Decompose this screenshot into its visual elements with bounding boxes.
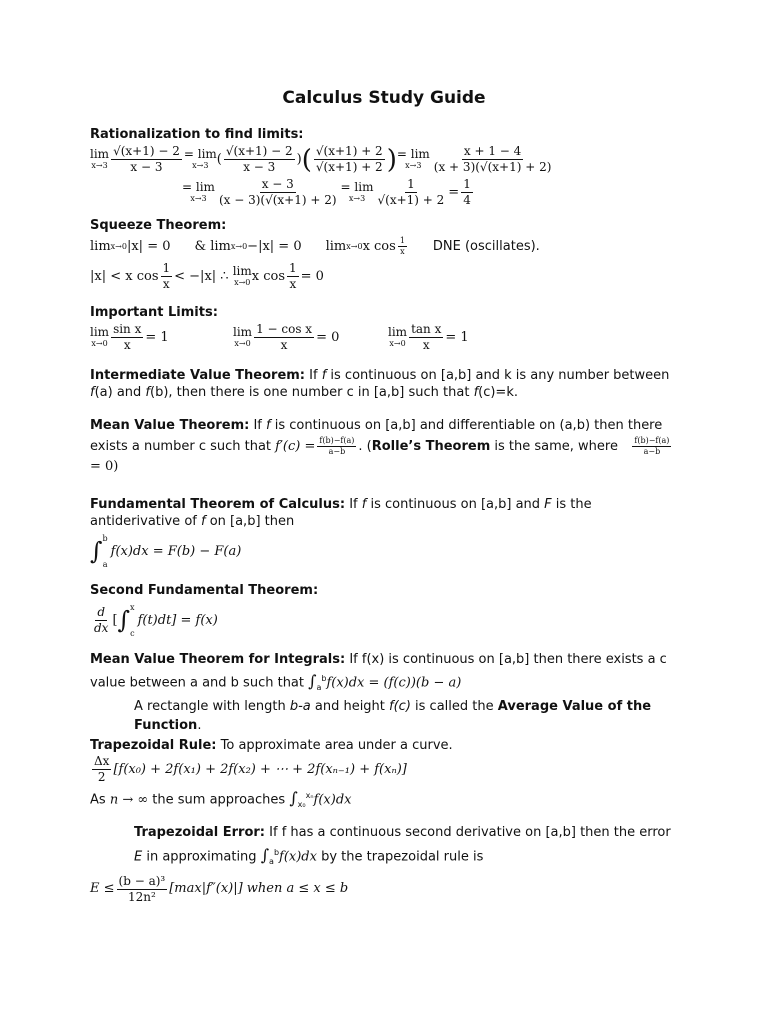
important-limits-heading: Important Limits: xyxy=(90,305,218,320)
ftc-heading: Fundamental Theorem of Calculus: xyxy=(90,497,346,512)
mvti-heading: Mean Value Theorem for Integrals: xyxy=(90,652,346,667)
page-title: Calculus Study Guide xyxy=(282,88,486,108)
limit-cos: lim x→0 $\frac{\text{1 − cos x}}{x}$ = 0 xyxy=(233,322,340,352)
trapezoidal-error-text: Trapezoidal Error: If f has a continuous second derivative on [a,b] then the error E in approximating $\int_a^bf(x)dx$ by the trapezoidal rule is xyxy=(134,825,671,866)
limit-operator: lim x→3 xyxy=(90,146,110,170)
mvti-average-text: A rectangle with length b-a and height f(c) is called the Average Value of the Function. xyxy=(134,698,652,733)
trapezoidal-section: Trapezoidal Rule: To approximate area under a curve. $\frac{\Delta x}{2}$ [f(x₀) + 2f(x₁) + 2f(x₂) + ⋯ + 2f(xₙ₋₁) + f(xₙ)] As n → ∞ the sum approaches $\int_{x_0}^{x_n}f(x)dx$ xyxy=(90,737,680,813)
important-limits-section xyxy=(90,304,680,353)
important-limits-row xyxy=(90,322,680,353)
fraction: $\frac{1}{x}$ xyxy=(289,261,297,291)
trapezoidal-error-section xyxy=(90,823,680,905)
ivt-section: Intermediate Value Theorem: If f is continuous on [a,b] and k is any number between f(a) and f(b), then there is one number c in [a,b] such that f(c)=k. xyxy=(90,368,670,400)
sftc-section xyxy=(90,582,680,640)
sftc-heading: Second Fundamental Theorem: xyxy=(90,583,319,598)
limit-operator: lim x→0 xyxy=(232,263,252,287)
trapezoidal-heading: Trapezoidal Rule: xyxy=(90,738,217,753)
fraction: $\frac{1}{4}$ xyxy=(463,177,471,207)
trapezoidal-formula: $\frac{\Delta x}{2}$ [f(x₀) + 2f(x₁) + 2f(x₂) + ⋯ + 2f(xₙ₋₁) + f(xₙ)] xyxy=(94,754,407,784)
limit-tan: lim x→0 $\frac{\text{tan x}}{x}$ = 1 xyxy=(388,322,469,352)
mvti-section: Mean Value Theorem for Integrals: If f(x) is continuous on [a,b] then there exists a c value between a and b such that $\int_a^bf(x)dx = (f(c))(b - a)$ A rectangle with length b-a and height f(c) is called the Average Value of the Function. xyxy=(90,650,680,735)
limit-operator: = lim x→3 xyxy=(340,179,374,203)
fraction: $\frac{x + 1 - 4}{(x + 3)(√(x+1) + 2)}$ xyxy=(433,144,552,174)
limit-operator: = lim x→3 xyxy=(183,146,217,170)
ivt-heading: Intermediate Value Theorem: xyxy=(90,368,306,383)
mvt-heading: Mean Value Theorem: xyxy=(90,418,250,433)
fraction: $\frac{√(x+1) + 2}{√(x+1) + 2}$ xyxy=(315,144,383,174)
squeeze-section xyxy=(90,217,680,292)
rationalization-heading: Rationalization to find limits: xyxy=(90,127,304,142)
fraction: $\frac{1}{√(x+1) + 2}$ xyxy=(377,177,445,207)
rationalization-section xyxy=(90,126,680,208)
limit-sin: lim x→0 $\frac{\text{sin x}}{x}$ = 1 xyxy=(90,322,169,352)
trapezoidal-limit-text: As n → ∞ the sum approaches $\int_{x_0}^{x_n}f(x)dx$ xyxy=(90,788,352,809)
trapezoidal-error-heading: Trapezoidal Error: xyxy=(134,825,266,840)
rationalization-line-1: lim x→3 $\frac{√(x+1) - 2}{x - 3}$ = lim x→3 ( $\frac{√(x+1) - 2}{x - 3}$ ) ( $\frac{√(x+1) + 2}{√(x+1) + 2}$ ) = lim x→3 $\frac{x + 1 - 4}{(x + 3)(√(x+1) + 2)}$ xyxy=(90,144,552,175)
ftc-section: Fundamental Theorem of Calculus: If f is continuous on [a,b] and F is the antiderivative of f on [a,b] then ∫ b a f(x)dx = F(b) − F(a) xyxy=(90,496,680,571)
fraction: $\frac{√(x+1) - 2}{x - 3}$ xyxy=(225,144,293,174)
fraction: $\frac{1}{x}$ xyxy=(162,261,171,291)
ftc-formula: ∫ b a f(x)dx = F(b) − F(a) xyxy=(90,534,242,569)
limit-operator: = lim x→3 xyxy=(396,146,430,170)
sftc-formula: $\frac{d}{dx}$ [ ∫ x c f(t)dt] = f(x) xyxy=(94,603,218,638)
fraction: $\frac{√(x+1) - 2}{x - 3}$ xyxy=(113,144,180,174)
trapezoidal-error-formula: E ≤ $\frac{\text{(b − a)³}}{\text{12n²}}$ [max|f″(x)|] when a ≤ x ≤ b xyxy=(90,873,349,904)
limit-operator: = lim x→3 xyxy=(182,179,215,203)
squeeze-line-1: lim x→0 |x| = 0 & lim x→0 −|x| = 0 lim x→0 x cos $\frac{1}{x}$ DNE (oscillates). xyxy=(90,236,540,256)
squeeze-heading: Squeeze Theorem: xyxy=(90,218,227,233)
mvt-section: Mean Value Theorem: If f is continuous on [a,b] and differentiable on (a,b) then there exists a number c such that f′(c) = $\frac{f(b)-f(a)}{a-b}$ . (Rolle’s Theorem is the same, where $\frac{f(b)-f(a)}{a-b}$ = 0) xyxy=(90,418,670,474)
fraction: $\frac{x - 3}{(x - 3)(√(x+1) + 2)}$ xyxy=(218,177,337,207)
rationalization-line-2: = lim x→3 $\frac{x - 3}{(x - 3)(√(x+1) + 2)}$ = lim x→3 $\frac{1}{√(x+1) + 2}$ = $\frac{1}{4}$ xyxy=(182,177,471,207)
integral-sign: ∫ xyxy=(90,537,103,565)
fraction: $\frac{1}{x}$ xyxy=(399,236,405,256)
squeeze-line-2: |x| < x cos $\frac{1}{x}$ < −|x| ∴ lim x→0 x cos $\frac{1}{x}$ = 0 xyxy=(90,261,324,291)
